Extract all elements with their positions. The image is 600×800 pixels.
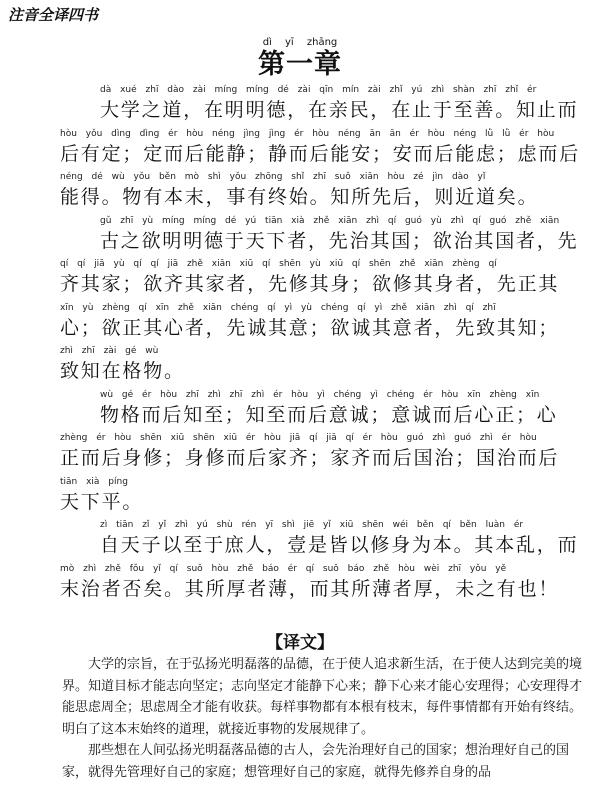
line-pinyin: wù gé ér hòu zhī zhì zhī zhì ér hòu yì chéng yì chéng ér hòu xīn zhèng xīn xyxy=(100,389,540,400)
line-pinyin: zhèng ér hòu shēn xiū shēn xiū ér hòu jiā qí jiā qí ér hòu guó zhì guó zhì ér hòu xyxy=(60,433,537,443)
text-line xyxy=(60,476,580,520)
text-line xyxy=(60,345,580,389)
text-line xyxy=(60,432,580,476)
text-line xyxy=(60,519,580,563)
line-text: 天下平。 xyxy=(60,490,144,513)
translation-heading: 【译文】 xyxy=(266,633,334,653)
text-line xyxy=(60,389,580,433)
line-text: 能得。物有本末，事有终始。知所先后，则近道矣。 xyxy=(60,186,539,208)
line-text: 齐其家；欲齐其家者，先修其身；欲修其身者，先正其 xyxy=(60,273,560,295)
line-pinyin: zì tiān zǐ yǐ zhì yú shù rén yī shì jiē yǐ xiū shēn wéi běn qí běn luàn ér xyxy=(100,520,524,530)
line-text: 正而后身修；身修而后家齐；家齐而后国治；国治而后 xyxy=(60,447,560,469)
text-line xyxy=(60,563,580,607)
line-pinyin: qí qí jiā yù qí qí jiā zhě xiān xiū qí shēn yù xiū qí shēn zhě xiān zhèng qí xyxy=(60,259,497,269)
translation-body xyxy=(62,654,582,783)
line-pinyin: gǔ zhī yù míng míng dé yú tiān xià zhě xiān zhì qí guó yù zhì qí guó zhě xiān xyxy=(100,215,560,226)
chapter-pinyin: dì yī zhāng xyxy=(262,37,338,48)
text-line xyxy=(60,171,580,215)
line-pinyin: hòu yǒu dìng dìng ér hòu néng jìng jìng ér hòu néng ān ān ér hòu néng lǜ lǜ ér hòu xyxy=(60,128,555,139)
chapter-heading xyxy=(0,36,600,80)
line-text: 古之欲明明德于天下者，先治其国；欲治其国者，先 xyxy=(100,229,579,252)
line-pinyin: néng dé wù yǒu běn mò shì yǒu zhōng shǐ zhī suǒ xiān hòu zé jìn dào yǐ xyxy=(60,172,486,182)
text-line xyxy=(60,215,580,259)
text-line xyxy=(60,84,580,128)
text-line xyxy=(60,302,580,346)
classical-text xyxy=(60,84,580,606)
chapter-title: 第一章 xyxy=(258,49,342,80)
line-text: 末治者否矣。其所厚者薄，而其所薄者厚，未之有也！ xyxy=(60,577,560,600)
line-text: 致知在格物。 xyxy=(60,360,185,382)
book-title: 注音全译四书 xyxy=(8,6,99,24)
line-pinyin: zhì zhī zài gé wù xyxy=(60,346,159,356)
line-text: 自天子以至于庶人，壹是皆以修身为本。其本乱，而 xyxy=(100,534,579,556)
line-text: 心；欲正其心者，先诚其意；欲诚其意者，先致其知； xyxy=(60,316,560,339)
line-pinyin: mò zhì zhě fǒu yǐ qí suǒ hòu zhě báo ér qí suǒ báo zhě hòu wèi zhī yǒu yě xyxy=(60,563,507,574)
translation-paragraph: 那些想在人间弘扬光明磊落品德的古人，会先治理好自己的国家；想治理好自己的国家，就得先管理好自己的家庭；想管理好自己的家庭，就得先修养自身的品 xyxy=(62,743,570,780)
translation-paragraph: 大学的宗旨，在于弘扬光明磊落的品德，在于使人追求新生活，在于使人达到完美的境界。知道目标才能志向坚定；志向坚定才能静下心来；静下心来才能心安理得；心安理得才能思虑周全；思虑周全才能有收获。每样事物都有本根有枝末，每件事情都有开始有终结。明白了这本末始终的道理，就接近事物的发展规律了。 xyxy=(62,657,583,737)
line-pinyin: xīn yù zhèng qí xīn zhě xiān chéng qí yì yù chéng qí yì zhě xiān zhì qí zhī xyxy=(60,302,496,313)
line-text: 物格而后知至；知至而后意诚；意诚而后心正；心 xyxy=(100,403,558,426)
line-text: 大学之道，在明明德，在亲民，在止于至善。知止而 xyxy=(100,99,579,121)
text-line xyxy=(60,128,580,172)
text-line xyxy=(60,258,580,302)
line-pinyin: tiān xià píng xyxy=(60,476,128,487)
line-pinyin: dà xué zhī dào zài míng míng dé zài qīn mín zài zhǐ yú zhì shàn zhī zhǐ ér xyxy=(100,85,537,95)
line-text: 后有定；定而后能静；静而后能安；安而后能虑；虑而后 xyxy=(60,142,581,165)
